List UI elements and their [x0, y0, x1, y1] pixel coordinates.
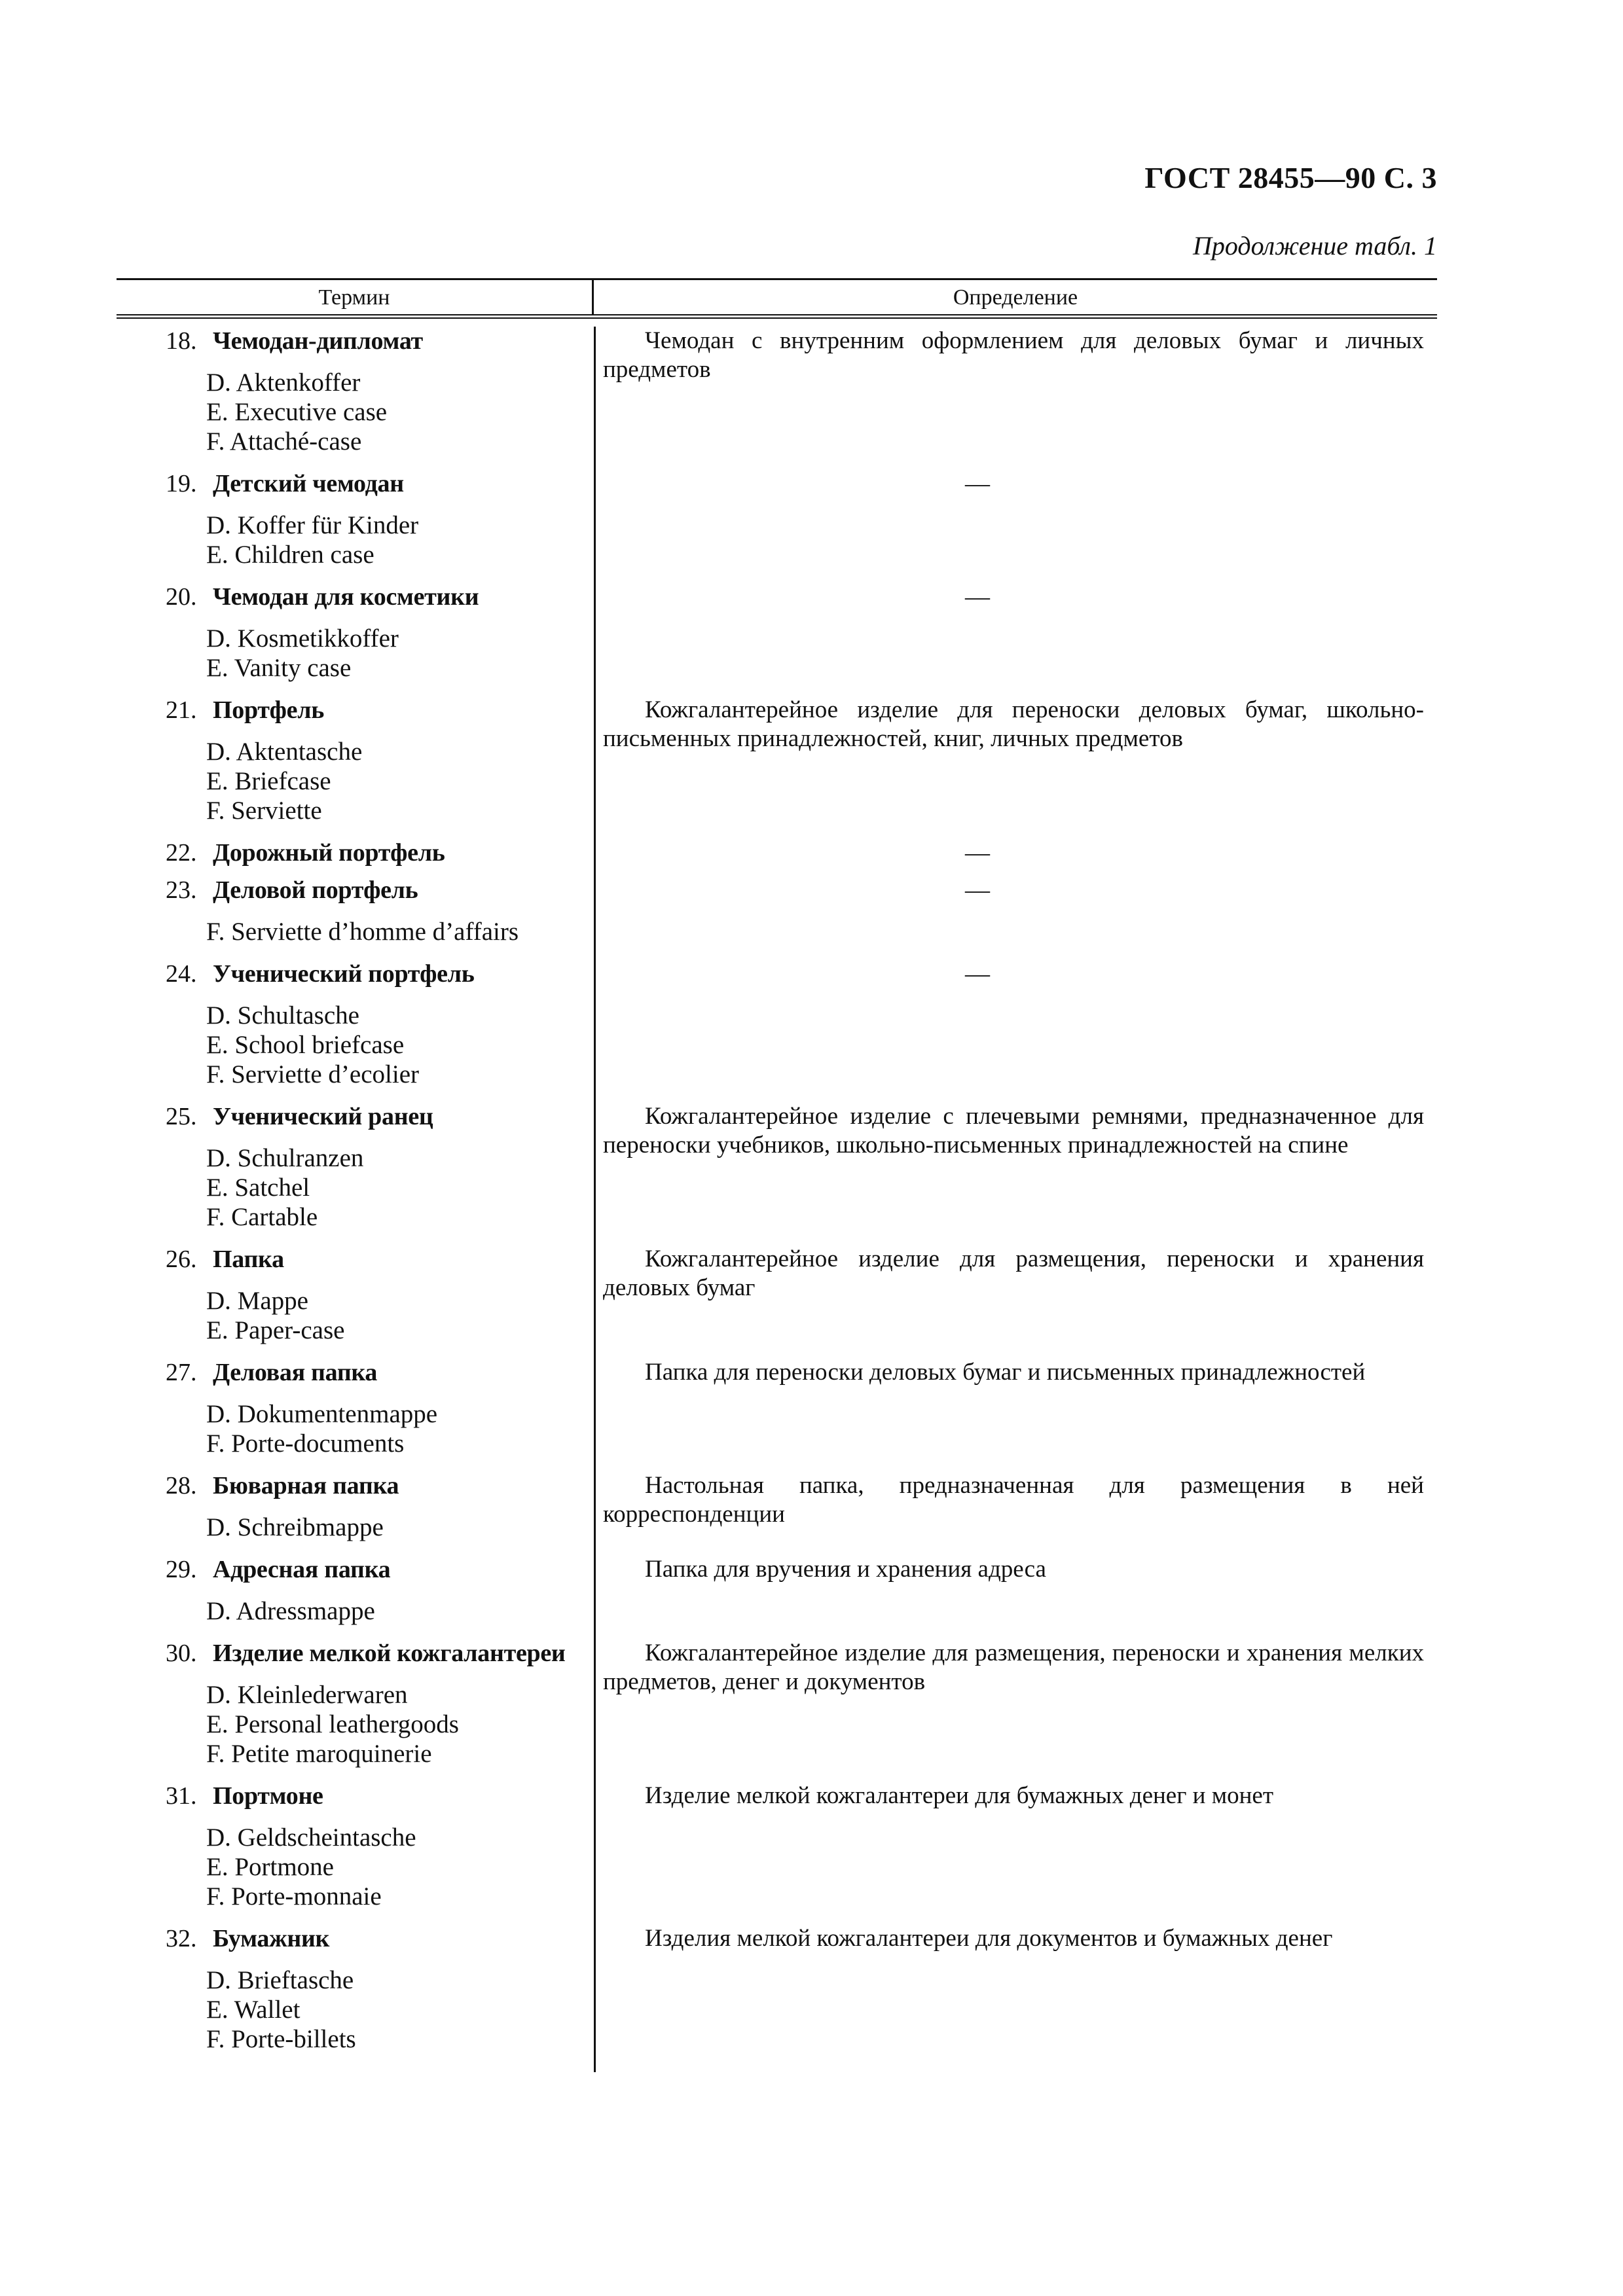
foreign-equivalents	[166, 1823, 594, 1911]
term-line	[166, 327, 594, 356]
term-name: Бумажник	[213, 1925, 330, 1952]
foreign-term: E. Paper-case	[206, 1316, 345, 1344]
term-name: Бюварная папка	[213, 1472, 399, 1499]
definition-cell	[594, 1639, 1437, 1768]
table-body	[117, 327, 1437, 2054]
foreign-term: D. Kleinlederwaren	[206, 1681, 408, 1709]
definition-cell	[594, 876, 1437, 946]
definition-cell	[594, 1358, 1437, 1458]
foreign-term: F. Serviette d’ecolier	[206, 1060, 420, 1088]
table-row	[117, 1782, 1437, 1911]
foreign-equivalents	[166, 1286, 594, 1345]
definition-text: —	[965, 583, 990, 611]
table-row	[117, 1471, 1437, 1542]
definition-cell	[594, 1555, 1437, 1626]
definition-cell	[594, 327, 1437, 456]
definition-text: Кожгалантерейное изделие для переноски деловых бумаг, школьно-письменных принадлежностей, книг, личных предметов	[603, 696, 1424, 752]
term-cell	[117, 960, 594, 1089]
term-name: Портфель	[213, 696, 325, 724]
foreign-equivalents	[166, 1965, 594, 2054]
table-header-rule	[117, 314, 1437, 319]
term-cell	[117, 696, 594, 825]
foreign-equivalents	[166, 1143, 594, 1232]
foreign-term: D. Brieftasche	[206, 1966, 354, 1994]
term-cell	[117, 583, 594, 683]
foreign-term: F. Porte-monnaie	[206, 1882, 382, 1910]
foreign-term: F. Porte-billets	[206, 2025, 356, 2053]
term-line	[166, 838, 594, 868]
foreign-term: E. Briefcase	[206, 767, 331, 795]
foreign-term: E. Wallet	[206, 1996, 301, 2024]
term-line	[166, 1102, 594, 1132]
table-continuation-note: Продолжение табл. 1	[1192, 231, 1437, 260]
table-row	[117, 1924, 1437, 2054]
foreign-term: F. Attaché-case	[206, 427, 362, 456]
term-cell	[117, 1245, 594, 1345]
term-name: Портмоне	[213, 1782, 323, 1810]
foreign-term: D. Aktentasche	[206, 738, 363, 766]
foreign-term: F. Porte-documents	[206, 1429, 405, 1458]
term-line	[166, 960, 594, 989]
term-number: 19.	[166, 470, 197, 497]
term-name: Детский чемодан	[213, 470, 404, 497]
table-row	[117, 1245, 1437, 1345]
foreign-equivalents	[166, 1399, 594, 1458]
term-number: 29.	[166, 1556, 197, 1583]
foreign-term: D. Koffer für Kinder	[206, 511, 419, 539]
table-row	[117, 838, 1437, 868]
definition-cell	[594, 1924, 1437, 2054]
foreign-term: E. Satchel	[206, 1174, 310, 1202]
foreign-equivalents	[166, 1680, 594, 1768]
page-header: ГОСТ 28455—90 С. 3	[1144, 161, 1437, 194]
foreign-term: E. Executive case	[206, 398, 388, 426]
term-cell	[117, 1358, 594, 1458]
foreign-equivalents	[166, 1513, 594, 1542]
definition-text: Папка для переноски деловых бумаг и письменных принадлежностей	[645, 1359, 1366, 1386]
foreign-term: F. Petite maroquinerie	[206, 1740, 432, 1768]
terms-table	[117, 278, 1437, 2054]
term-cell	[117, 327, 594, 456]
foreign-term: D. Schreibmappe	[206, 1513, 384, 1541]
foreign-term: D. Schultasche	[206, 1001, 359, 1030]
term-cell	[117, 838, 594, 868]
term-cell	[117, 1782, 594, 1911]
foreign-term: D. Dokumentenmappe	[206, 1400, 438, 1428]
table-row	[117, 1639, 1437, 1768]
term-number: 21.	[166, 696, 197, 724]
definition-text: Настольная папка, предназначенная для размещения в ней корреспонденции	[603, 1472, 1424, 1528]
definition-text: Кожгалантерейное изделие с плечевыми ремнями, предназначенное для переноски учебников, школьно-письменных принадлежностей на спине	[603, 1103, 1424, 1158]
definition-text: —	[965, 839, 990, 867]
foreign-term: F. Serviette d’homme d’affairs	[206, 918, 519, 946]
foreign-equivalents	[166, 917, 594, 946]
term-cell	[117, 1471, 594, 1542]
term-name: Адресная папка	[213, 1556, 391, 1583]
table-row	[117, 1555, 1437, 1626]
term-line	[166, 583, 594, 612]
definition-cell	[594, 696, 1437, 825]
term-name: Ученический ранец	[213, 1103, 433, 1130]
term-number: 26.	[166, 1246, 197, 1273]
column-divider	[594, 327, 596, 2072]
term-line	[166, 469, 594, 499]
foreign-equivalents	[166, 511, 594, 569]
foreign-term: F. Serviette	[206, 797, 322, 825]
definition-text: Папка для вручения и хранения адреса	[645, 1556, 1046, 1583]
table-row	[117, 960, 1437, 1089]
term-number: 27.	[166, 1359, 197, 1386]
term-number: 32.	[166, 1925, 197, 1952]
definition-cell	[594, 1471, 1437, 1542]
term-line	[166, 1471, 594, 1501]
table-row	[117, 696, 1437, 825]
foreign-term: F. Cartable	[206, 1203, 318, 1231]
foreign-equivalents	[166, 368, 594, 456]
term-cell	[117, 1924, 594, 2054]
definition-text: Кожгалантерейное изделие для размещения, переноски и хранения мелких предметов, денег и документов	[603, 1640, 1424, 1695]
table-row	[117, 469, 1437, 569]
foreign-term: E. School briefcase	[206, 1031, 405, 1059]
term-cell	[117, 469, 594, 569]
term-line	[166, 696, 594, 725]
term-number: 31.	[166, 1782, 197, 1810]
column-header-term: Термин	[117, 280, 594, 314]
foreign-term: E. Portmone	[206, 1853, 334, 1881]
term-name: Изделие мелкой кожгалантереи	[213, 1640, 566, 1667]
term-line	[166, 1555, 594, 1585]
term-number: 30.	[166, 1640, 197, 1667]
term-name: Папка	[213, 1246, 284, 1273]
table-row	[117, 1102, 1437, 1232]
term-line	[166, 1639, 594, 1668]
term-name: Деловая папка	[213, 1359, 378, 1386]
term-number: 23.	[166, 876, 197, 904]
term-name: Дорожный портфель	[213, 839, 445, 867]
foreign-term: D. Mappe	[206, 1287, 308, 1315]
term-name: Чемодан-дипломат	[213, 327, 423, 355]
foreign-term: E. Vanity case	[206, 654, 352, 682]
table-row	[117, 1358, 1437, 1458]
column-header-definition: Определение	[953, 285, 1078, 310]
table-header-row	[117, 280, 1437, 314]
table-row	[117, 583, 1437, 683]
term-number: 22.	[166, 839, 197, 867]
term-line	[166, 1358, 594, 1388]
definition-text: Изделия мелкой кожгалантереи для документов и бумажных денег	[645, 1925, 1333, 1952]
definition-text: Чемодан с внутренним оформлением для деловых бумаг и личных предметов	[603, 327, 1424, 383]
foreign-equivalents	[166, 624, 594, 683]
definition-text: —	[965, 470, 990, 497]
definition-text: —	[965, 960, 990, 988]
term-line	[166, 1924, 594, 1954]
term-name: Ученический портфель	[213, 960, 475, 988]
table-row	[117, 876, 1437, 946]
term-cell	[117, 1102, 594, 1232]
definition-text: Изделие мелкой кожгалантереи для бумажных денег и монет	[645, 1782, 1274, 1809]
term-line	[166, 1245, 594, 1274]
foreign-equivalents	[166, 1596, 594, 1626]
term-number: 20.	[166, 583, 197, 611]
foreign-equivalents	[166, 737, 594, 825]
term-number: 28.	[166, 1472, 197, 1499]
foreign-term: D. Kosmetikkoffer	[206, 624, 399, 653]
foreign-term: D. Aktenkoffer	[206, 368, 361, 397]
term-number: 24.	[166, 960, 197, 988]
term-number: 25.	[166, 1103, 197, 1130]
term-cell	[117, 876, 594, 946]
definition-cell	[594, 1245, 1437, 1345]
foreign-term: E. Children case	[206, 541, 374, 569]
foreign-term: D. Schulranzen	[206, 1144, 364, 1172]
term-cell	[117, 1639, 594, 1768]
term-cell	[117, 1555, 594, 1626]
definition-text: Кожгалантерейное изделие для размещения, переноски и хранения деловых бумаг	[603, 1246, 1424, 1301]
term-line	[166, 1782, 594, 1811]
definition-cell	[594, 838, 1437, 868]
foreign-term: E. Personal leathergoods	[206, 1710, 459, 1738]
foreign-equivalents	[166, 1001, 594, 1089]
definition-cell	[594, 1782, 1437, 1911]
definition-text: —	[965, 876, 990, 904]
foreign-term: D. Adressmappe	[206, 1597, 375, 1625]
definition-cell	[594, 583, 1437, 683]
term-name: Деловой портфель	[213, 876, 418, 904]
definition-cell	[594, 1102, 1437, 1232]
term-number: 18.	[166, 327, 197, 355]
definition-cell	[594, 960, 1437, 1089]
term-name: Чемодан для косметики	[213, 583, 479, 611]
table-row	[117, 327, 1437, 456]
foreign-term: D. Geldscheintasche	[206, 1823, 416, 1852]
term-line	[166, 876, 594, 905]
definition-cell	[594, 469, 1437, 569]
